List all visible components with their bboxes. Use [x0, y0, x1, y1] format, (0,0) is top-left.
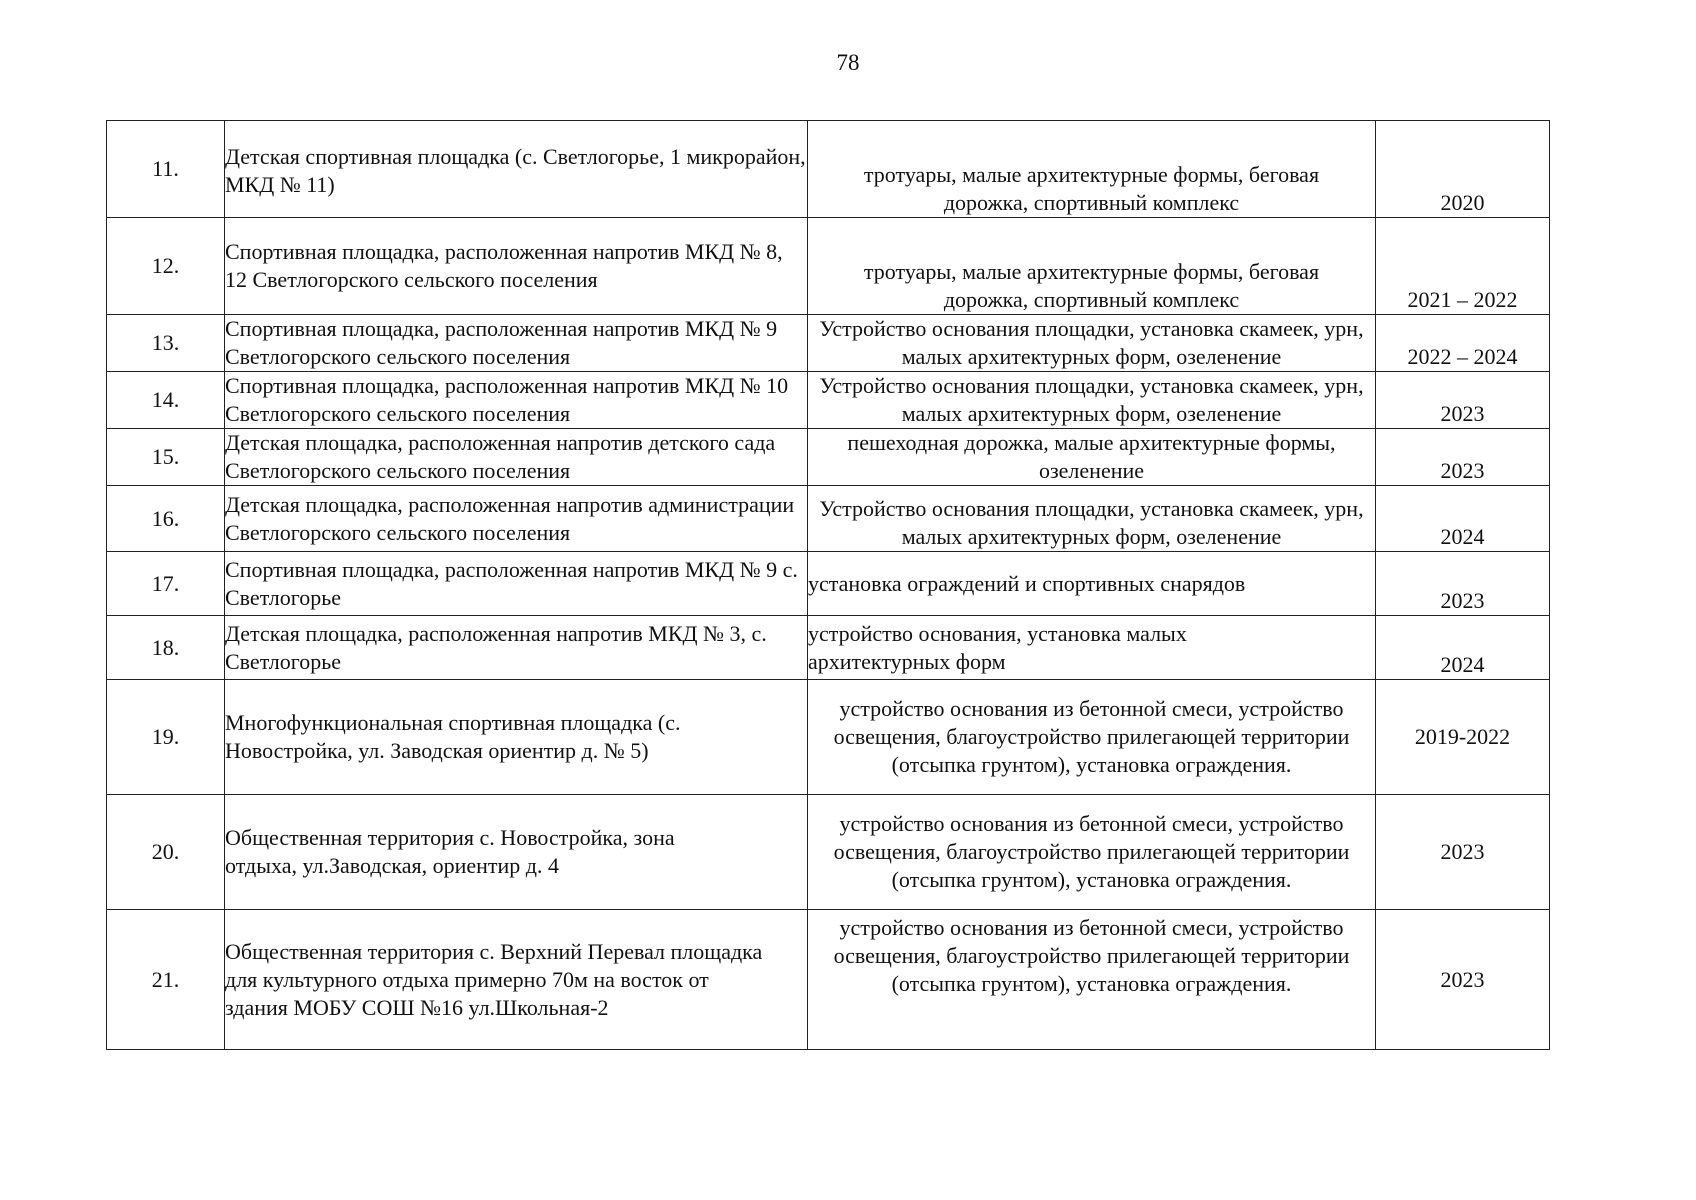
work-year: 2023 — [1376, 372, 1550, 429]
work-description: Устройство основания площадки, установка скамеек, урн, малых архитектурных форм, озеленение — [808, 372, 1376, 429]
work-year: 2023 — [1376, 552, 1550, 616]
object-name: Детская спортивная площадка (с. Светлогорье, 1 микрорайон, МКД № 11) — [225, 121, 808, 218]
row-number: 18. — [107, 616, 225, 680]
table-row — [107, 680, 1550, 795]
work-year: 2021 – 2022 — [1376, 218, 1550, 315]
work-description: тротуары, малые архитектурные формы, беговая дорожка, спортивный комплекс — [808, 218, 1376, 315]
work-description: устройство основания из бетонной смеси, устройство освещения, благоустройство прилегающей территории (отсыпка грунтом), установка ограждения. — [808, 910, 1376, 1050]
work-year: 2024 — [1376, 616, 1550, 680]
table-row — [107, 121, 1550, 218]
work-description: устройство основания из бетонной смеси, устройство освещения, благоустройство прилегающей территории (отсыпка грунтом), установка ограждения. — [808, 680, 1376, 795]
object-name: Детская площадка, расположенная напротив МКД № 3, с. Светлогорье — [225, 616, 808, 680]
object-name: Спортивная площадка, расположенная напротив МКД № 10 Светлогорского сельского поселения — [225, 372, 808, 429]
row-number: 11. — [107, 121, 225, 218]
row-number: 13. — [107, 315, 225, 372]
work-year: 2020 — [1376, 121, 1550, 218]
table-row — [107, 486, 1550, 552]
row-number: 12. — [107, 218, 225, 315]
row-number: 16. — [107, 486, 225, 552]
row-number: 15. — [107, 429, 225, 486]
object-name: Детская площадка, расположенная напротив детского сада Светлогорского сельского поселения — [225, 429, 808, 486]
work-year: 2023 — [1376, 910, 1550, 1050]
work-year: 2023 — [1376, 795, 1550, 910]
work-year: 2019-2022 — [1376, 680, 1550, 795]
work-year: 2022 – 2024 — [1376, 315, 1550, 372]
work-description: пешеходная дорожка, малые архитектурные формы, озеленение — [808, 429, 1376, 486]
object-name: Общественная территория с. Верхний Перевал площадка для культурного отдыха примерно 70м на восток от здания МОБУ СОШ №16 ул.Школьная-2 — [225, 910, 808, 1050]
work-year: 2023 — [1376, 429, 1550, 486]
row-number: 14. — [107, 372, 225, 429]
work-year: 2024 — [1376, 486, 1550, 552]
object-name: Спортивная площадка, расположенная напротив МКД № 9 Светлогорского сельского поселения — [225, 315, 808, 372]
object-name: Многофункциональная спортивная площадка (с. Новостройка, ул. Заводская ориентир д. № 5) — [225, 680, 808, 795]
work-description: устройство основания, установка малых архитектурных форм — [808, 616, 1376, 680]
page-number: 78 — [836, 50, 860, 75]
object-name: Общественная территория с. Новостройка, зона отдыха, ул.Заводская, ориентир д. 4 — [225, 795, 808, 910]
work-description: установка ограждений и спортивных снарядов — [808, 552, 1376, 616]
object-name: Спортивная площадка, расположенная напротив МКД № 8, 12 Светлогорского сельского поселения — [225, 218, 808, 315]
table-row — [107, 616, 1550, 680]
table-row — [107, 910, 1550, 1050]
work-description: устройство основания из бетонной смеси, устройство освещения, благоустройство прилегающей территории (отсыпка грунтом), установка ограждения. — [808, 795, 1376, 910]
table-row — [107, 795, 1550, 910]
work-description: Устройство основания площадки, установка скамеек, урн, малых архитектурных форм, озеленение — [808, 486, 1376, 552]
row-number: 21. — [107, 910, 225, 1050]
table-row — [107, 372, 1550, 429]
work-description: Устройство основания площадки, установка скамеек, урн, малых архитектурных форм, озеленение — [808, 315, 1376, 372]
object-name: Спортивная площадка, расположенная напротив МКД № 9 с. Светлогорье — [225, 552, 808, 616]
improvement-table — [106, 120, 1550, 1050]
table-row — [107, 218, 1550, 315]
row-number: 20. — [107, 795, 225, 910]
work-description: тротуары, малые архитектурные формы, беговая дорожка, спортивный комплекс — [808, 121, 1376, 218]
table-row — [107, 315, 1550, 372]
table-row — [107, 552, 1550, 616]
row-number: 17. — [107, 552, 225, 616]
object-name: Детская площадка, расположенная напротив администрации Светлогорского сельского поселения — [225, 486, 808, 552]
table-row — [107, 429, 1550, 486]
row-number: 19. — [107, 680, 225, 795]
